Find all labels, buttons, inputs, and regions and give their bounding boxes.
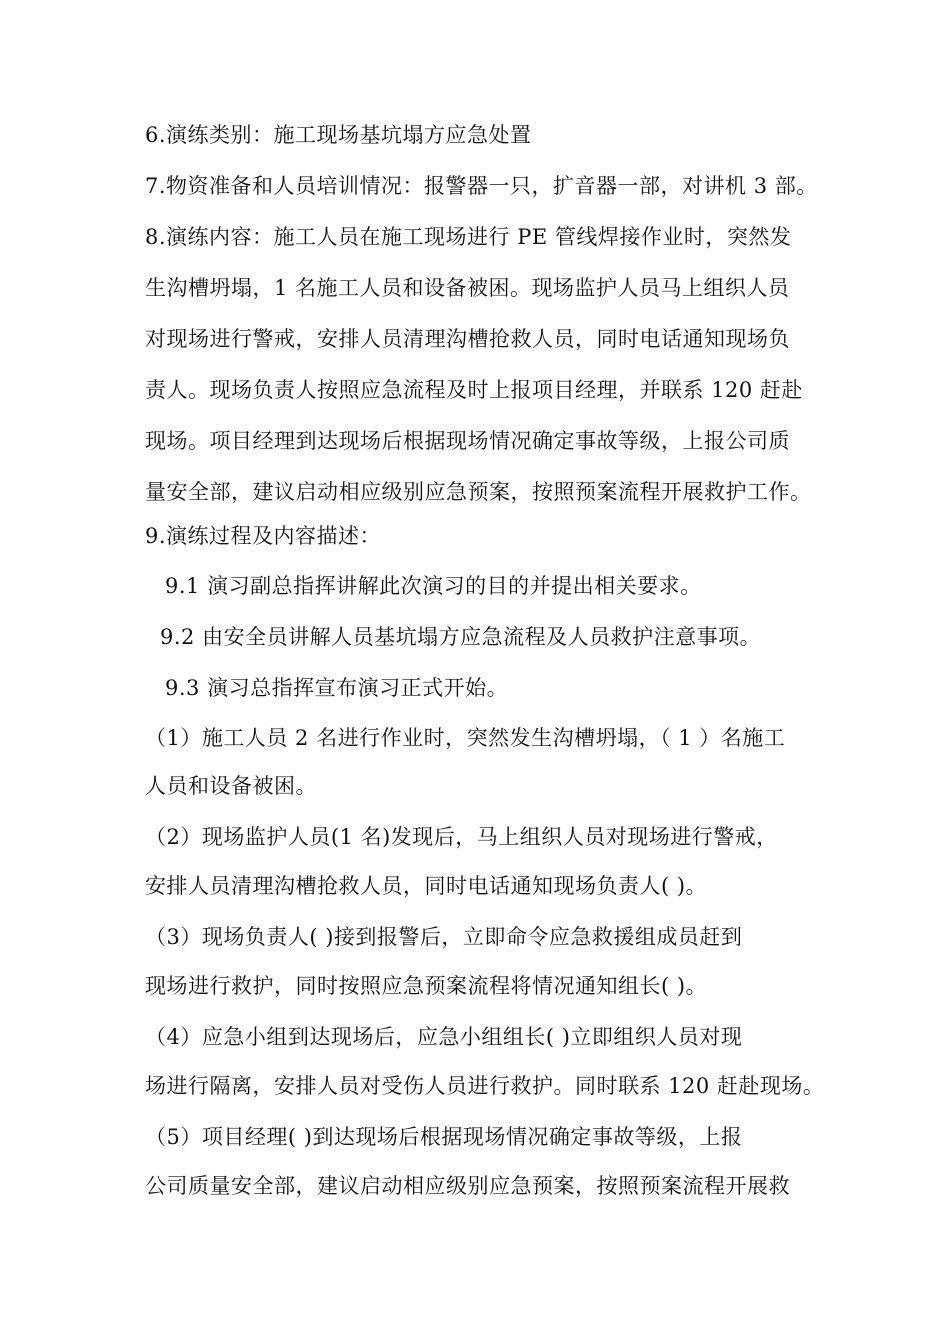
subsection-9-2: 9.2 由安全员讲解人员基坑塌方应急流程及人员救护注意事项。 bbox=[160, 625, 762, 649]
paragraph-line: 人员和设备被困。 bbox=[145, 774, 317, 798]
section-8-drill-content: 8.演练内容：施工人员在施工现场进行 PE 管线焊接作业时，突然发 bbox=[145, 225, 792, 249]
paragraph-line: 责人。现场负责人按照应急流程及时上报项目经理，并联系 120 赶赴 bbox=[145, 378, 803, 402]
subsection-9-1: 9.1 演习副总指挥讲解此次演习的目的并提出相关要求。 bbox=[165, 574, 702, 598]
step-1: （1）施工人员 2 名进行作业时，突然发生沟槽坍塌，（ 1 ）名施工 bbox=[145, 726, 786, 750]
paragraph-line: 生沟槽坍塌，1 名施工人员和设备被困。现场监护人员马上组织人员 bbox=[145, 276, 790, 300]
paragraph-line: 对现场进行警戒，安排人员清理沟槽抢救人员，同时电话通知现场负 bbox=[145, 327, 790, 351]
step-4: （4）应急小组到达现场后，应急小组组长( )立即组织人员对现 bbox=[145, 1025, 743, 1049]
subsection-9-3: 9.3 演习总指挥宣布演习正式开始。 bbox=[165, 676, 509, 700]
step-2: （2）现场监护人员(1 名)发现后，马上组织人员对现场进行警戒， bbox=[145, 825, 778, 849]
section-7-materials: 7.物资准备和人员培训情况：报警器一只，扩音器一部，对讲机 3 部。 bbox=[145, 174, 818, 198]
paragraph-line: 公司质量安全部，建议启动相应级别应急预案，按照预案流程开展救 bbox=[145, 1174, 790, 1198]
step-5: （5）项目经理( )到达现场后根据现场情况确定事故等级，上报 bbox=[145, 1125, 743, 1149]
paragraph-line: 量安全部，建议启动相应级别应急预案，按照预案流程开展救护工作。 bbox=[145, 480, 812, 504]
paragraph-line: 现场。项目经理到达现场后根据现场情况确定事故等级，上报公司质 bbox=[145, 429, 790, 453]
step-3: （3）现场负责人( )接到报警后，立即命令应急救援组成员赶到 bbox=[145, 925, 743, 949]
section-9-heading: 9.演练过程及内容描述： bbox=[145, 524, 382, 548]
paragraph-line: 场进行隔离，安排人员对受伤人员进行救护。同时联系 120 赶赴现场。 bbox=[145, 1074, 825, 1098]
paragraph-line: 安排人员清理沟槽抢救人员，同时电话通知现场负责人( )。 bbox=[145, 874, 708, 898]
paragraph-line: 现场进行救护，同时按照应急预案流程将情况通知组长( )。 bbox=[145, 974, 708, 998]
section-6-drill-category: 6.演练类别：施工现场基坑塌方应急处置 bbox=[145, 123, 532, 147]
